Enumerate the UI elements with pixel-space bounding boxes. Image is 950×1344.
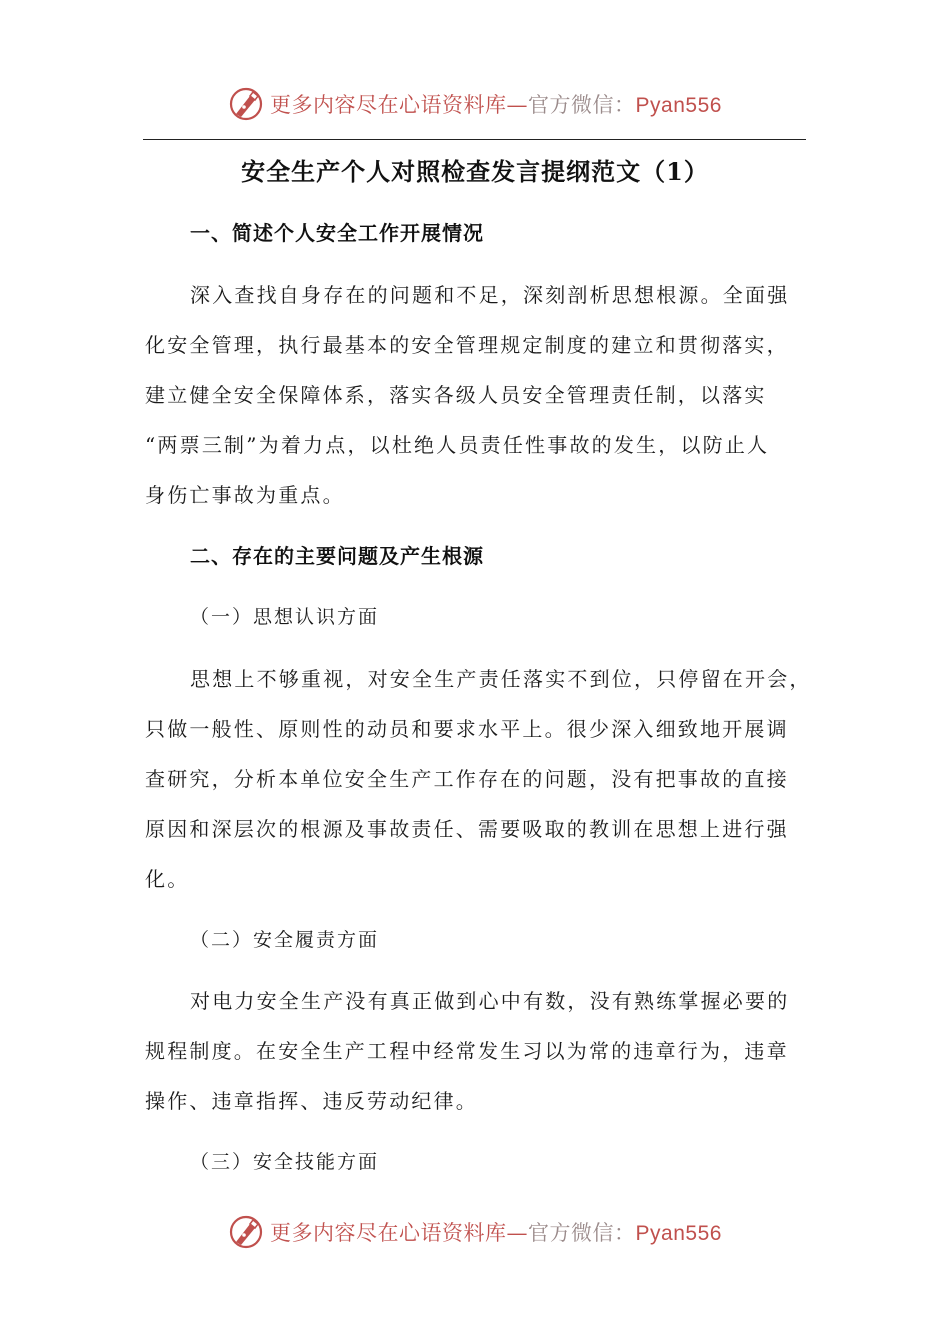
paragraph-line: 化。 xyxy=(145,867,190,891)
banner-wechat-id: Pyan556 xyxy=(635,1222,722,1245)
banner-site-text: 更多内容尽在心语资料库 xyxy=(270,1221,507,1245)
banner-site-text: 更多内容尽在心语资料库 xyxy=(270,93,507,117)
section1-paragraph xyxy=(145,270,805,520)
subsection1-heading: （一）思想认识方面 xyxy=(190,606,380,628)
pen-nib-logo-icon xyxy=(228,86,264,122)
paragraph-line: 化安全管理，执行最基本的安全管理规定制度的建立和贯彻落实， xyxy=(145,333,789,357)
banner-dash: — xyxy=(506,93,529,117)
subsection3-heading: （三）安全技能方面 xyxy=(190,1151,380,1173)
paragraph-line: 建立健全安全保障体系，落实各级人员安全管理责任制，以落实 xyxy=(145,383,767,407)
banner-text xyxy=(270,89,722,119)
section1-heading: 一、简述个人安全工作开展情况 xyxy=(190,221,484,245)
paragraph-line: 身伤亡事故为重点。 xyxy=(145,483,345,507)
paragraph-line: “两票三制”为着力点，以杜绝人员责任性事故的发生，以防止人 xyxy=(145,433,770,457)
paragraph-line: 规程制度。在安全生产工程中经常发生习以为常的违章行为，违章 xyxy=(145,1039,789,1063)
paragraph-line: 思想上不够重视，对安全生产责任落实不到位，只停留在开会， xyxy=(190,667,812,691)
banner-dash: — xyxy=(506,1221,529,1245)
banner-wechat-label: 官方微信： xyxy=(528,1221,636,1245)
document-title: 安全生产个人对照检查发言提纲范文（1） xyxy=(241,157,709,186)
banner-text xyxy=(270,1217,722,1247)
subsection1-paragraph xyxy=(145,654,812,904)
paragraph-line: 原因和深层次的根源及事故责任、需要吸取的教训在思想上进行强 xyxy=(145,817,789,841)
subsection2-heading: （二）安全履责方面 xyxy=(190,929,380,951)
banner-wechat-label: 官方微信： xyxy=(528,93,636,117)
header-banner xyxy=(0,82,950,126)
subsection2-paragraph xyxy=(145,976,805,1126)
paragraph-line: 操作、违章指挥、违反劳动纪律。 xyxy=(145,1089,478,1113)
paragraph-line: 只做一般性、原则性的动员和要求水平上。很少深入细致地开展调 xyxy=(145,717,789,741)
section2-heading: 二、存在的主要问题及产生根源 xyxy=(190,544,484,568)
paragraph-line: 查研究，分析本单位安全生产工作存在的问题，没有把事故的直接 xyxy=(145,767,789,791)
paragraph-line: 对电力安全生产没有真正做到心中有数，没有熟练掌握必要的 xyxy=(190,989,790,1013)
pen-nib-logo-icon xyxy=(228,1214,264,1250)
banner-wechat-id: Pyan556 xyxy=(635,94,722,117)
header-divider xyxy=(143,139,806,140)
footer-banner xyxy=(0,1210,950,1254)
paragraph-line: 深入查找自身存在的问题和不足，深刻剖析思想根源。全面强 xyxy=(190,283,790,307)
